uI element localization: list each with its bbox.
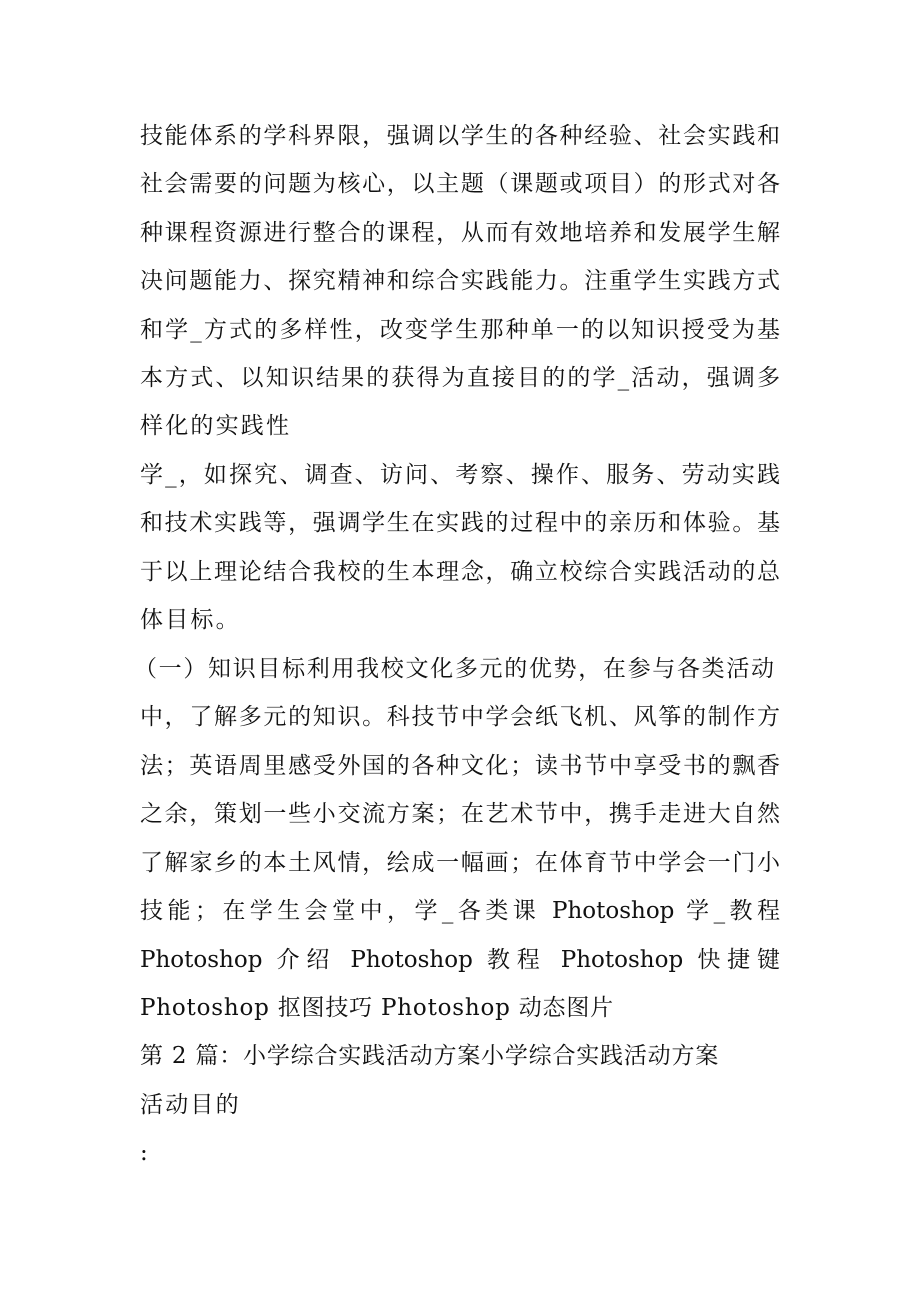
body-text-line: Photoshop 介绍 Photoshop 教程 Photoshop 快捷键: [140, 947, 780, 973]
body-text-line: 技能；在学生会堂中，学_各类课 Photoshop 学_教程: [140, 898, 780, 924]
body-text-line: 了解家乡的本土风情，绘成一幅画；在体育节中学会一门小: [140, 850, 780, 876]
subheading-line: 活动目的: [140, 1092, 241, 1118]
body-text-line: 之余，策划一些小交流方案；在艺术节中，携手走进大自然: [140, 801, 780, 827]
body-text-line: 决问题能力、探究精神和综合实践能力。注重学生实践方式: [140, 268, 780, 294]
body-text-line: 和技术实践等，强调学生在实践的过程中的亲历和体验。基: [140, 510, 780, 536]
body-text-line: 种课程资源进行整合的课程，从而有效地培养和发展学生解: [140, 220, 780, 246]
body-text-line: 技能体系的学科界限，强调以学生的各种经验、社会实践和: [140, 123, 780, 149]
body-text-line: 社会需要的问题为核心，以主题（课题或项目）的形式对各: [140, 171, 780, 197]
body-text-line: Photoshop 抠图技巧 Photoshop 动态图片: [140, 995, 614, 1021]
article-title-line: 第 2 篇：小学综合实践活动方案小学综合实践活动方案: [140, 1043, 720, 1069]
body-text-line: 法；英语周里感受外国的各种文化；读书节中享受书的飘香: [140, 753, 780, 779]
section-heading-line: （一）知识目标利用我校文化多元的优势，在参与各类活动: [134, 656, 774, 682]
body-text-line: 和学_方式的多样性，改变学生那种单一的以知识授受为基: [140, 317, 780, 343]
body-text-line: 学_，如探究、调查、访问、考察、操作、服务、劳动实践: [140, 462, 780, 488]
body-text-line: 体目标。: [140, 607, 241, 633]
colon-line: :: [140, 1140, 150, 1166]
body-text-line: 样化的实践性: [140, 413, 292, 439]
body-text-line: 中，了解多元的知识。科技节中学会纸飞机、风筝的制作方: [140, 704, 780, 730]
body-text-line: 本方式、以知识结果的获得为直接目的的学_活动，强调多: [140, 365, 780, 391]
body-text-line: 于以上理论结合我校的生本理念，确立校综合实践活动的总: [140, 559, 780, 585]
